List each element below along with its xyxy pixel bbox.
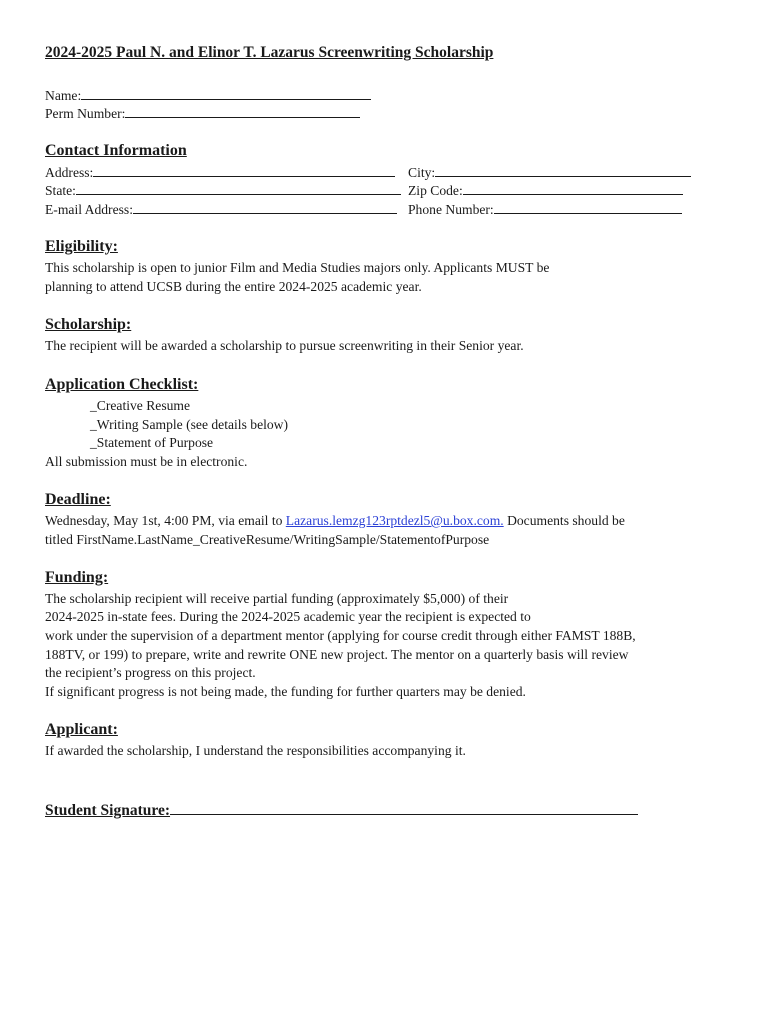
zip-blank[interactable] [463, 180, 683, 195]
applicant-heading: Applicant: [45, 721, 118, 738]
zip-label: Zip Code: [408, 183, 463, 198]
signature-field[interactable] [45, 798, 638, 820]
checklist-note: All submission must be in electronic. [45, 454, 248, 469]
phone-label: Phone Number: [408, 202, 494, 217]
funding-text-4: 188TV, or 199) to prepare, write and rewrite ONE new project. The mentor on a quarterly basis will review [45, 647, 629, 662]
state-label: State: [45, 183, 76, 198]
applicant-text: If awarded the scholarship, I understand the responsibilities accompanying it. [45, 743, 466, 758]
email-label: E-mail Address: [45, 202, 133, 217]
funding-text-3: work under the supervision of a department mentor (applying for course credit through either FAMST 188B, [45, 628, 636, 643]
city-field[interactable] [408, 162, 691, 182]
deadline-suffix: Documents should be [503, 513, 625, 528]
checklist-item-resume: _Creative Resume [90, 398, 191, 413]
address-label: Address: [45, 165, 94, 180]
state-field[interactable] [45, 180, 401, 200]
signature-label: Student Signature: [45, 802, 171, 819]
scholarship-text: The recipient will be awarded a scholarship to pursue screenwriting in their Senior year. [45, 338, 524, 353]
phone-field[interactable] [408, 199, 682, 219]
funding-text-5: the recipient’s progress on this project. [45, 665, 256, 680]
state-blank[interactable] [76, 180, 401, 195]
perm-number-field[interactable] [45, 103, 360, 123]
checklist-item-writing-sample: _Writing Sample (see details below) [90, 417, 289, 432]
funding-text-1: The scholarship recipient will receive partial funding (approximately $5,000) of their [45, 591, 509, 606]
phone-blank[interactable] [494, 199, 682, 214]
zip-field[interactable] [408, 180, 683, 200]
perm-number-blank[interactable] [125, 103, 360, 118]
deadline-text-1 [45, 511, 625, 530]
deadline-heading: Deadline: [45, 491, 111, 508]
signature-blank[interactable] [170, 798, 638, 815]
name-blank[interactable] [81, 85, 371, 100]
address-field[interactable] [45, 162, 395, 182]
eligibility-text-2: planning to attend UCSB during the entire 2024-2025 academic year. [45, 279, 422, 294]
deadline-email-link[interactable]: Lazarus.lemzg123rptdezl5@u.box.com. [285, 513, 504, 528]
email-blank[interactable] [133, 199, 397, 214]
funding-text-6: If significant progress is not being made, the funding for further quarters may be denied. [45, 684, 526, 699]
deadline-prefix: Wednesday, May 1st, 4:00 PM, via email to [45, 513, 286, 528]
scholarship-heading: Scholarship: [45, 316, 132, 333]
city-blank[interactable] [435, 162, 691, 177]
eligibility-text-1: This scholarship is open to junior Film and Media Studies majors only. Applicants MUST be [45, 260, 550, 275]
checklist-heading: Application Checklist: [45, 376, 199, 393]
funding-heading: Funding: [45, 569, 109, 586]
name-label: Name: [45, 88, 82, 103]
checklist-item-statement: _Statement of Purpose [90, 435, 214, 450]
page-title: 2024-2025 Paul N. and Elinor T. Lazarus Screenwriting Scholarship [45, 44, 494, 61]
email-field[interactable] [45, 199, 397, 219]
contact-heading: Contact Information [45, 142, 187, 159]
deadline-text-2: titled FirstName.LastName_CreativeResume/WritingSample/StatementofPurpose [45, 532, 490, 547]
address-blank[interactable] [93, 162, 395, 177]
perm-number-label: Perm Number: [45, 106, 126, 121]
name-field[interactable] [45, 85, 371, 105]
city-label: City: [408, 165, 436, 180]
funding-text-2: 2024-2025 in-state fees. During the 2024-2025 academic year the recipient is expected to [45, 609, 531, 624]
eligibility-heading: Eligibility: [45, 238, 118, 255]
